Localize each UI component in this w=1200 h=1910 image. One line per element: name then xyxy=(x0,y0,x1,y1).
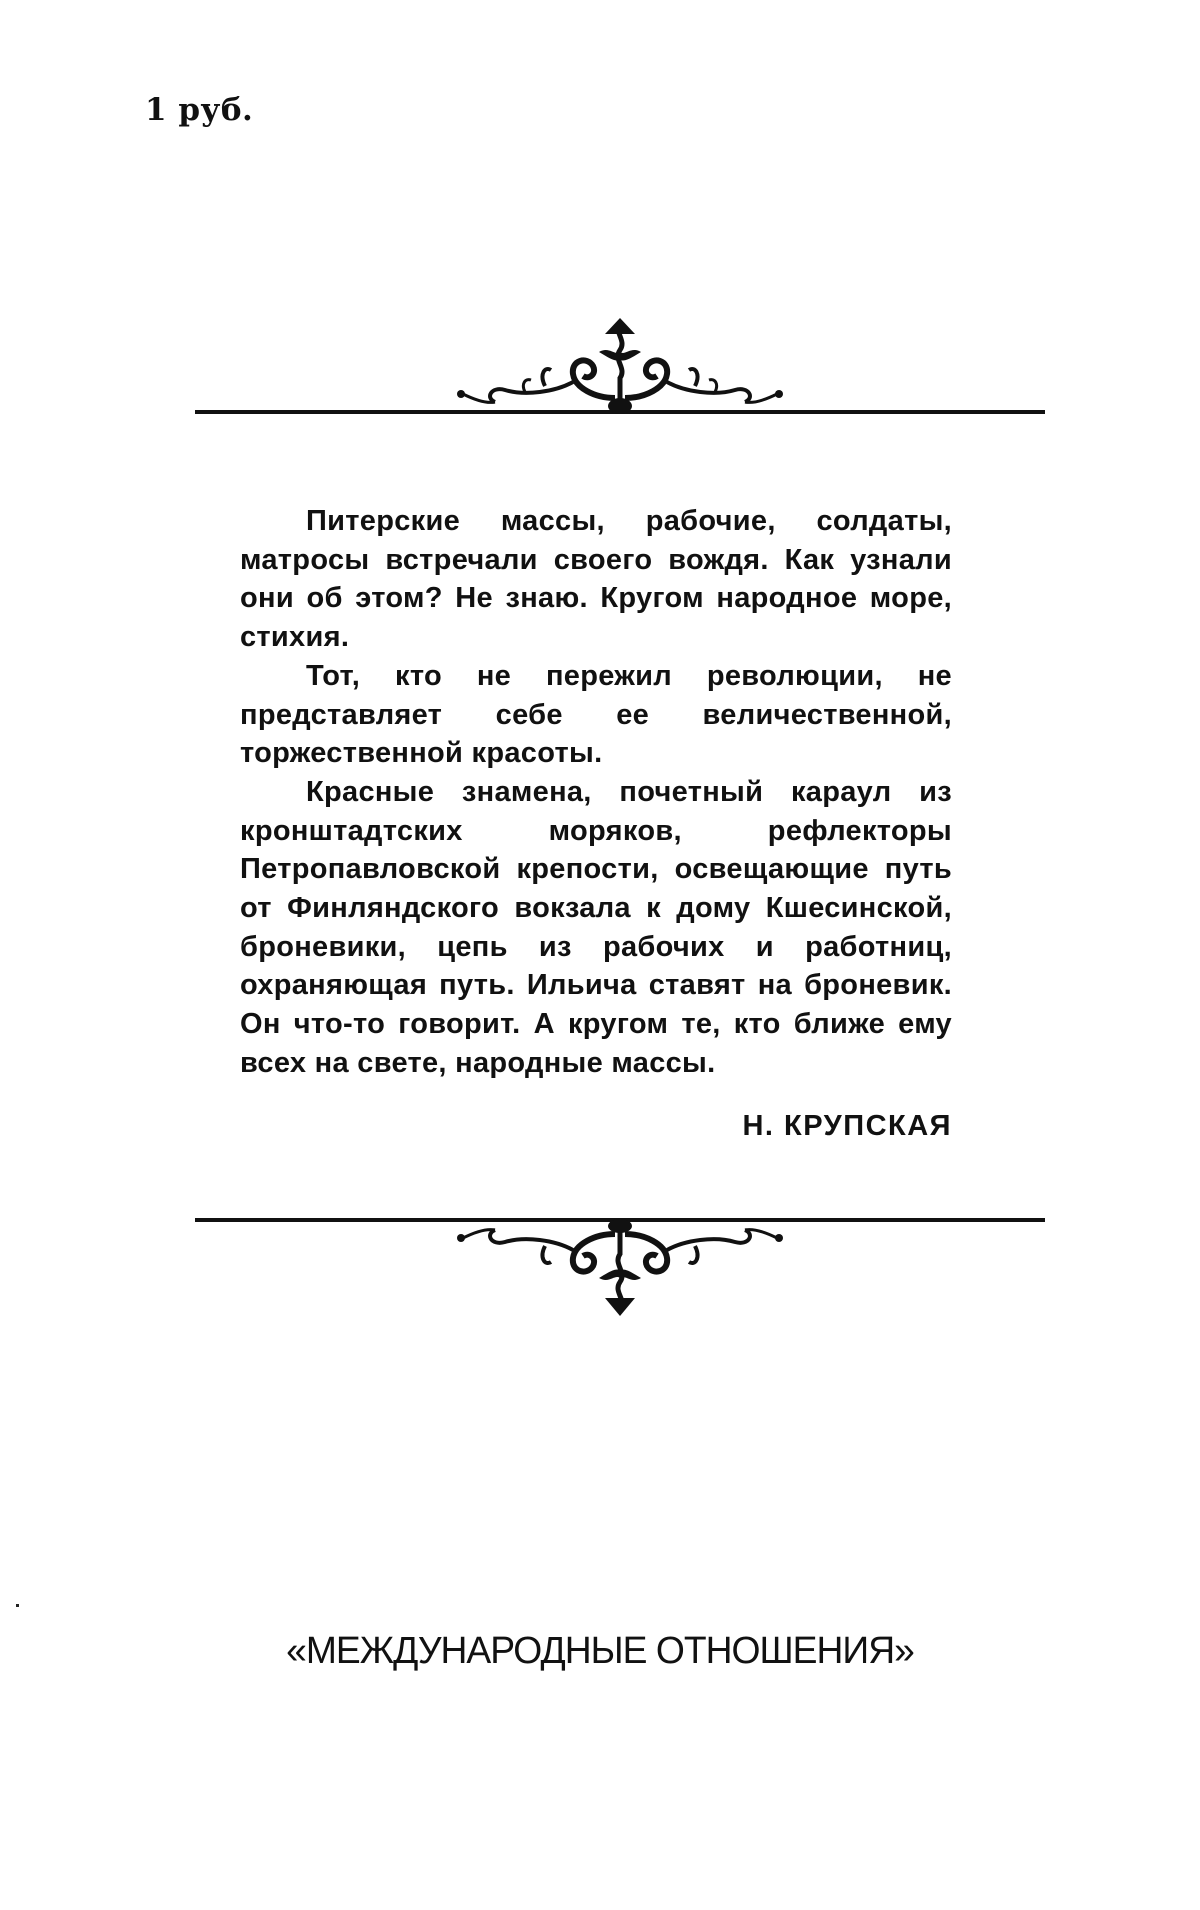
flourish-top-icon xyxy=(195,312,1045,422)
quote-paragraph-3: Красные знамена, почетный караул из кронштадтских моряков, рефлекторы Петропавловской крепости, освещающие путь от Финляндского вокзала к дому Кшесинской, броневики, цепь из рабочих и работниц, охраняющая путь. Ильича ставят на броневик. Он что-то говорит. А кругом те, кто ближе ему всех на свете, народные массы. xyxy=(240,775,952,1079)
quote-author: Н. КРУПСКАЯ xyxy=(742,1110,952,1142)
quote-paragraph-2: Тот, кто не пережил революции, не представляет себе ее величественной, торжественной красоты. xyxy=(240,659,952,770)
flourish-bottom-icon xyxy=(195,1210,1045,1320)
price-label: 1 руб. xyxy=(145,92,254,128)
top-ornament-divider xyxy=(195,312,1045,422)
bottom-ornament-divider xyxy=(195,1210,1045,1320)
publisher-name: «МЕЖДУНАРОДНЫЕ ОТНОШЕНИЯ» xyxy=(286,1630,914,1672)
quote-text xyxy=(240,502,952,1083)
scan-speck xyxy=(16,1604,19,1607)
quote-paragraph-1: Питерские массы, рабочие, солдаты, матросы встречали своего вождя. Как узнали они об этом? Не знаю. Кругом народное море, стихия. xyxy=(240,505,952,654)
